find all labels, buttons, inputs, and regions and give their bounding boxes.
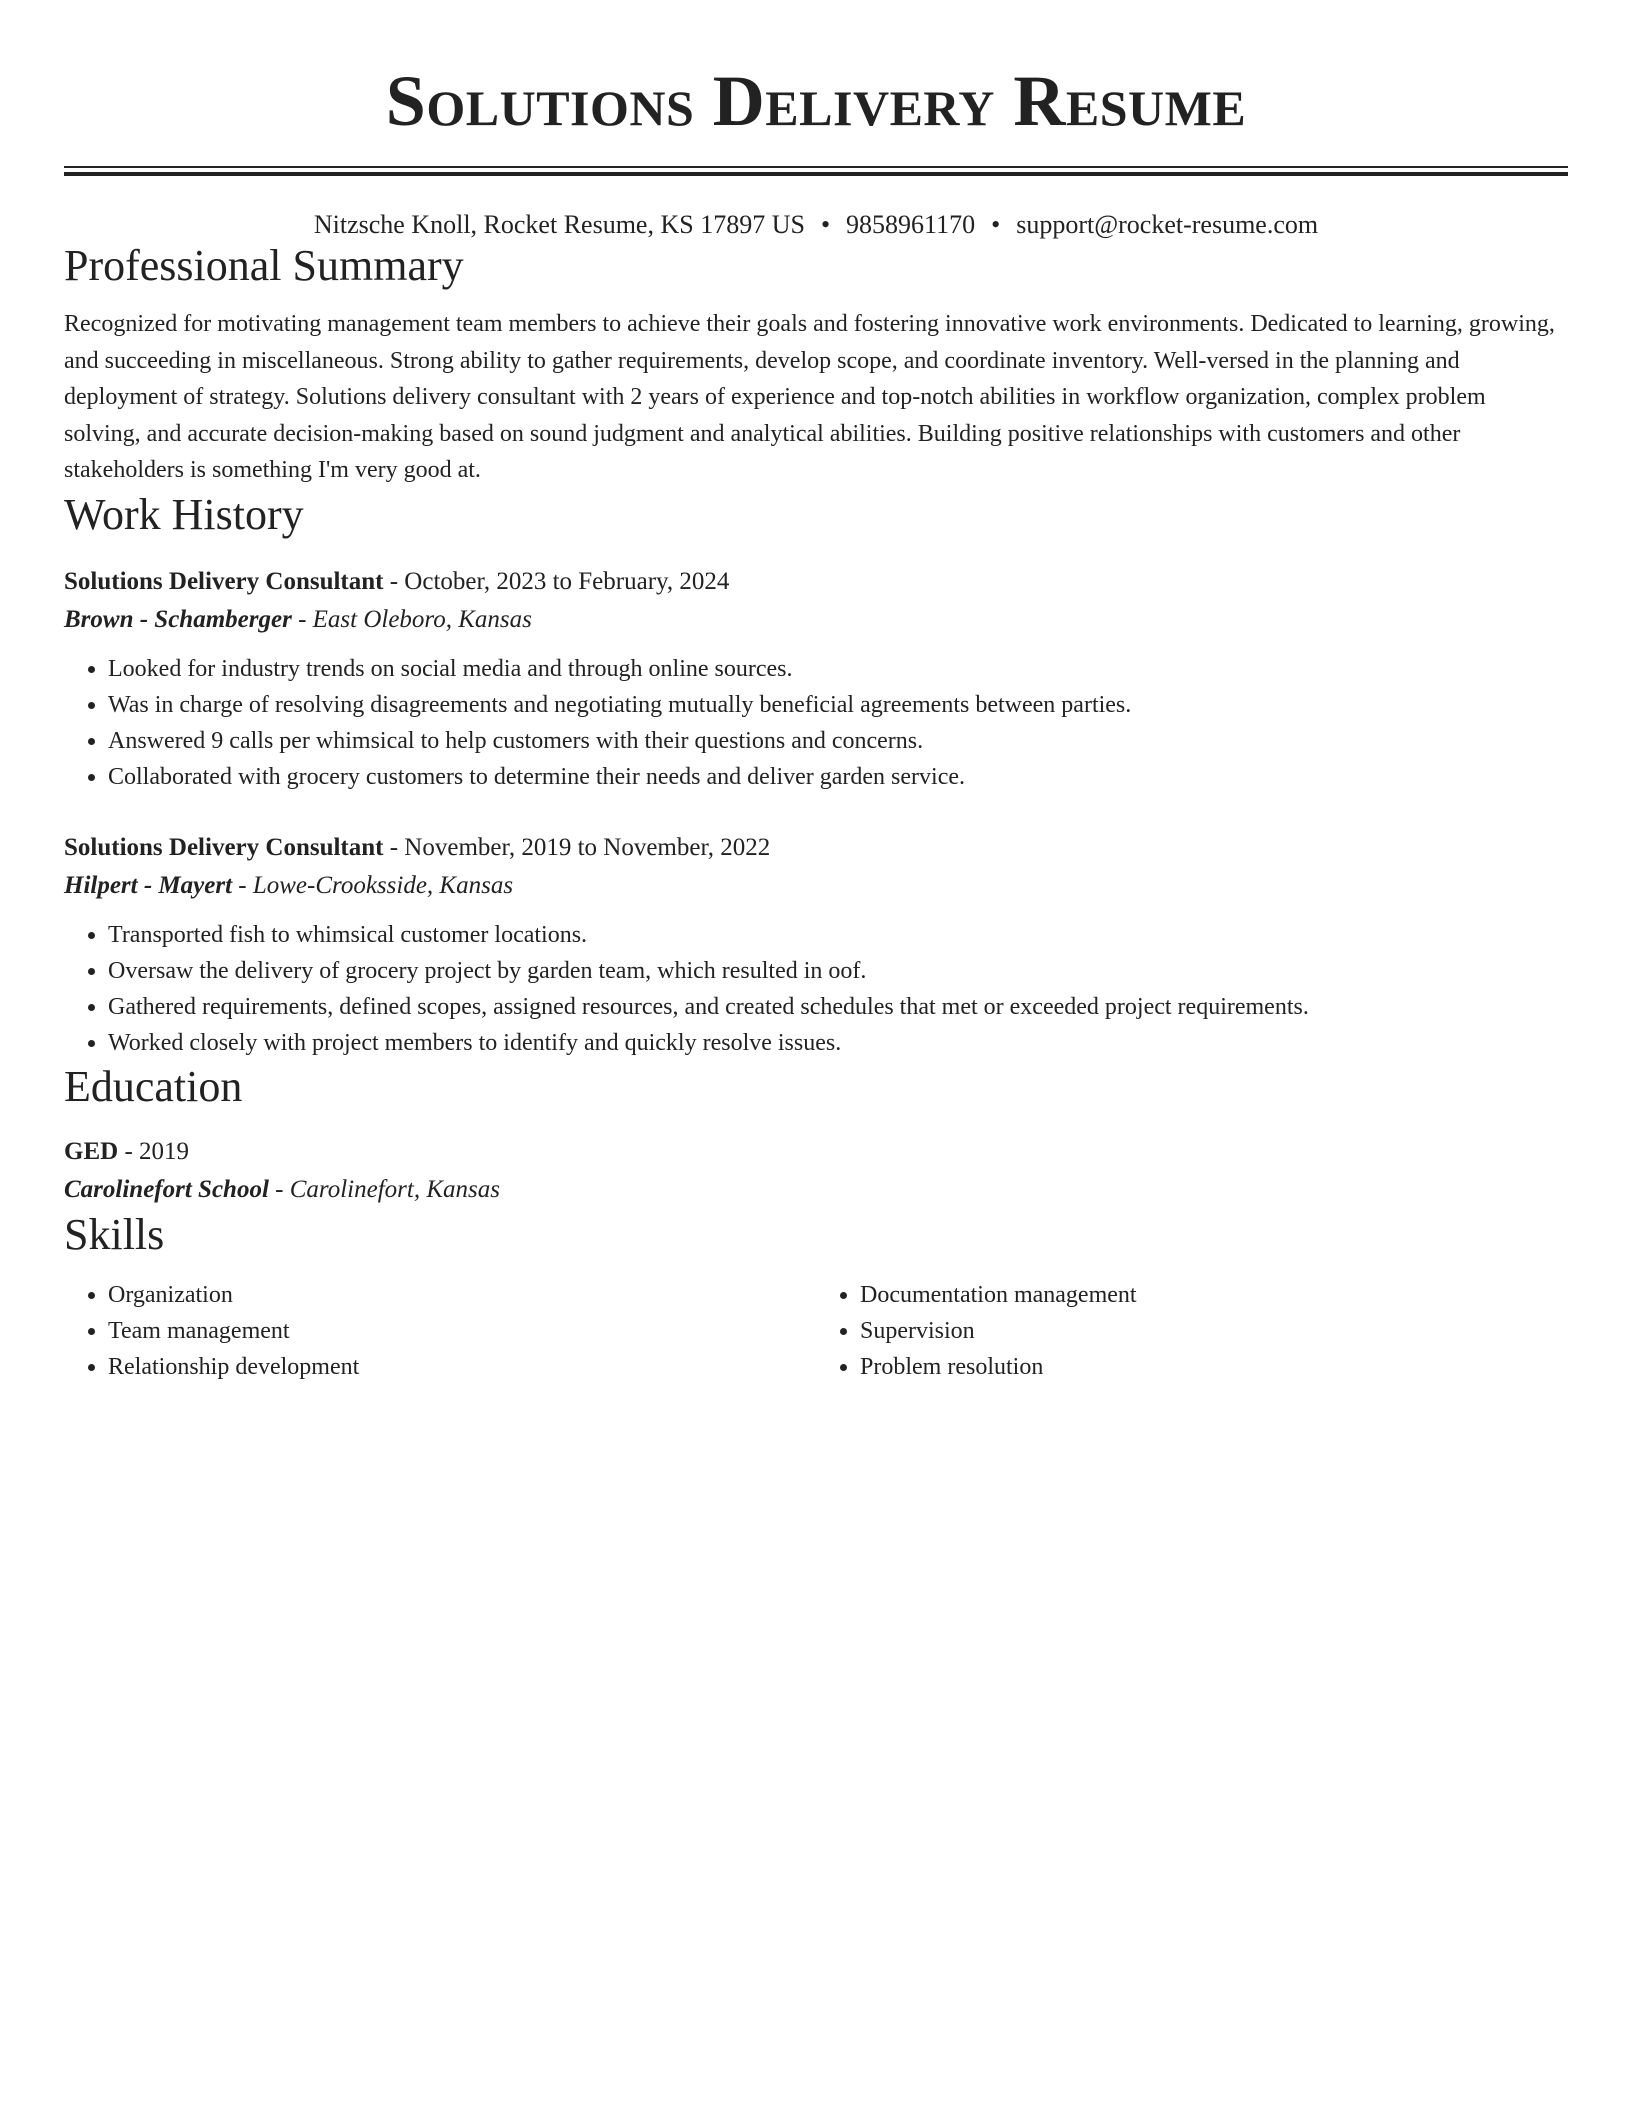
skill-item: • Team management: [108, 1313, 816, 1349]
job-dates: - October, 2023 to February, 2024: [383, 567, 730, 595]
title-divider: [64, 166, 1568, 176]
skills-list: [64, 1277, 1568, 1385]
job-title: Solutions Delivery Consultant: [64, 567, 384, 595]
job-title: Solutions Delivery Consultant: [64, 833, 384, 861]
job-company-line: [64, 601, 1568, 639]
skill-item: • Organization: [108, 1277, 816, 1313]
job-bullet: • Oversaw the delivery of grocery project by garden team, which resulted in oof.: [108, 953, 1568, 989]
summary-text: Recognized for motivating management team members to achieve their goals and fostering innovative work environments. Dedicated to learning, growing, and succeeding in miscellaneous. Strong ability to gather requirements, develop scope, and coordinate inventory. Well-versed in the planning and deployment of strategy. Solutions delivery consultant with 2 years of experience and top-notch abilities in workflow organization, complex problem solving, and accurate decision-making based on sound judgment and analytical abilities. Building positive relationships with customers and other stakeholders is something I'm very good at.: [64, 311, 1555, 483]
job-dates: - November, 2019 to November, 2022: [383, 833, 771, 861]
school-line: [64, 1171, 1568, 1209]
job-bullet: • Was in charge of resolving disagreements and negotiating mutually beneficial agreements between parties.: [108, 687, 1568, 723]
job-title-line: [64, 563, 1568, 601]
job-location: - East Oleboro, Kansas: [291, 605, 532, 633]
job-bullet: • Transported fish to whimsical customer locations.: [108, 917, 1568, 953]
job-bullet: • Worked closely with project members to identify and quickly resolve issues.: [108, 1025, 1568, 1061]
skills-column-left: [64, 1277, 816, 1385]
job-bullets: [64, 917, 1568, 1061]
contact-line: [64, 210, 1568, 240]
job-company: Brown - Schamberger: [64, 605, 292, 633]
resume-title: Solutions Delivery Resume: [385, 61, 1247, 141]
education-entry: [64, 1133, 1568, 1209]
job-bullet: • Gathered requirements, defined scopes, assigned resources, and created schedules that met or exceeded project requirements.: [108, 989, 1568, 1025]
summary-heading: Professional Summary: [64, 241, 464, 290]
job-entry: [64, 563, 1568, 795]
school-name: Carolinefort School: [64, 1175, 269, 1203]
work-history-heading: Work History: [64, 489, 304, 539]
school-location: - Carolinefort, Kansas: [268, 1175, 500, 1203]
contact-phone: 9858961170: [846, 210, 976, 239]
contact-separator: •: [820, 210, 831, 239]
job-bullet: • Collaborated with grocery customers to determine their needs and deliver garden service.: [108, 759, 1568, 795]
contact-address: Nitzsche Knoll, Rocket Resume, KS 17897 US: [313, 210, 805, 239]
skill-item: • Documentation management: [860, 1277, 1568, 1313]
job-bullet: • Looked for industry trends on social media and through online sources.: [108, 651, 1568, 687]
degree: GED: [64, 1137, 119, 1165]
skill-item: • Supervision: [860, 1313, 1568, 1349]
skills-heading: Skills: [64, 1209, 165, 1259]
job-bullet: • Answered 9 calls per whimsical to help customers with their questions and concerns.: [108, 723, 1568, 759]
contact-email: support@rocket-resume.com: [1016, 210, 1319, 239]
skill-item: • Relationship development: [108, 1349, 816, 1385]
job-location: - Lowe-Crooksside, Kansas: [232, 871, 514, 899]
job-bullets: [64, 651, 1568, 795]
education-heading: Education: [64, 1061, 243, 1111]
job-company: Hilpert - Mayert: [64, 871, 233, 899]
job-entry: [64, 829, 1568, 1061]
skills-column-right: [816, 1277, 1568, 1385]
skill-item: • Problem resolution: [860, 1349, 1568, 1385]
job-title-line: [64, 829, 1568, 867]
contact-separator: •: [991, 210, 1001, 239]
degree-line: [64, 1133, 1568, 1171]
job-company-line: [64, 867, 1568, 905]
degree-year: - 2019: [118, 1137, 190, 1165]
